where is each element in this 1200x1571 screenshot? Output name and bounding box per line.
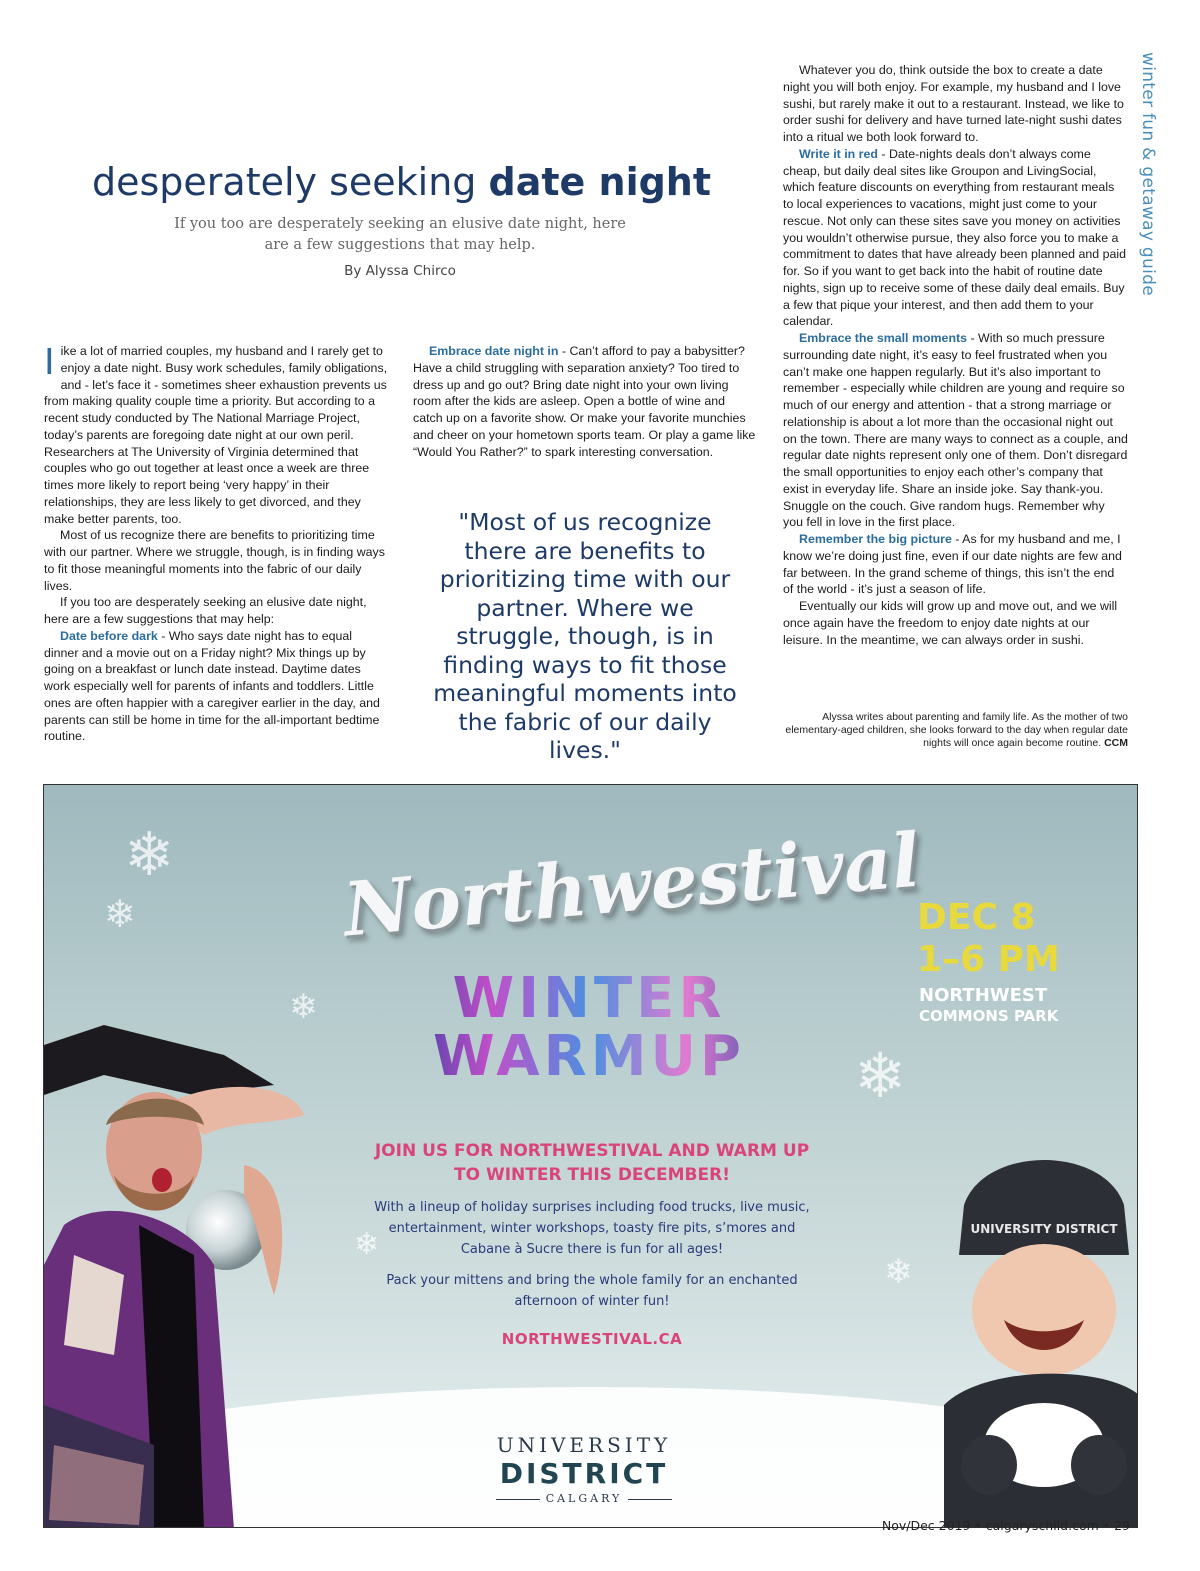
paragraph-text: - Can’t afford to pay a babysitter? Have a child struggling with separation anxiety? Too tired to dress up and go out? Bring date night into your own living room after the kids are asleep. Open a bottle of wine and catch up on a favorite show. Or make your favorite munchies and cheer on your hometown sports team. Or play a game like “Would You Rather?” to spark interesting conversation. bbox=[413, 344, 756, 459]
snowflake-icon: ❄ bbox=[854, 1039, 906, 1112]
event-subtitle bbox=[394, 966, 784, 1089]
sponsor-logo bbox=[484, 1433, 684, 1505]
paragraph bbox=[44, 628, 388, 745]
event-location bbox=[919, 985, 1119, 1025]
paragraph-text: - Date-nights deals don’t always come cheap, but daily deal sites like Groupon and LivingSocial, which feature discounts on everything from restaurant meals to local experiences to vacations, might just come to your rescue. Not only can these sites save you money on activities you wouldn’t otherwise pursue, they also force you to make a commitment to dates that have already been planned and paid for. So if you want to get back into the habit of routine date nights, sign up to receive some of these daily deal emails. Buy a few that pique your interest, and then add them to your calendar. bbox=[783, 146, 1127, 329]
snowflake-icon: ❄ bbox=[289, 987, 318, 1027]
snowflake-icon: ❄ bbox=[124, 820, 175, 890]
event-title: Northwestival bbox=[340, 817, 924, 954]
northwestival-advertisement[interactable] bbox=[43, 784, 1138, 1528]
snowflake-icon: ❄ bbox=[884, 1252, 913, 1292]
headline-light: desperately seeking bbox=[91, 160, 489, 204]
article-column-3 bbox=[783, 62, 1128, 648]
paragraph-text: - As for my husband and me, I know we’re doing just fine, even if our date nights are few and far between. In the grand scheme of things, this isn’t the end of the world - it’s just a season of life. bbox=[783, 532, 1122, 597]
paragraph bbox=[783, 146, 1128, 330]
ad-callout: Pack your mittens and bring the whole family for an enchanted afternoon of winter fun! bbox=[386, 1273, 798, 1309]
subhead: Embrace the small moments bbox=[799, 331, 968, 345]
date-text: DEC 8 bbox=[917, 897, 1036, 938]
event-date bbox=[917, 897, 1117, 981]
ad-copy bbox=[362, 1139, 822, 1348]
paragraph bbox=[783, 330, 1128, 531]
performer-photo bbox=[44, 1025, 384, 1528]
sponsor-line-1: UNIVERSITY bbox=[496, 1433, 672, 1457]
ad-headline: JOIN US FOR NORTHWESTIVAL AND WARM UP TO WINTER THIS DECEMBER! bbox=[374, 1141, 810, 1185]
sponsor-line-3: CALGARY bbox=[484, 1492, 684, 1505]
pull-quote: "Most of us recognize there are benefits to prioritizing time with our partner. Where we struggle, though, is in finding ways to fit those meaningful moments into the fabric of our daily lives." bbox=[433, 508, 737, 764]
subtitle-line-2: WARMUP bbox=[433, 1024, 745, 1089]
paragraph bbox=[413, 343, 758, 460]
ad-website-link[interactable]: NORTHWESTIVAL.CA bbox=[501, 1330, 683, 1348]
article-column-1 bbox=[44, 343, 388, 745]
paragraph-text: - Who says date night has to equal dinner and a movie out on a Friday night? Mix things up by going on a breakfast or lunch date instead. Daytime dates work especially well for parents of infants and toddlers. Little ones are often happier with a caregiver earlier in the day, and parents can still be home in time for the all-important bedtime routine. bbox=[44, 628, 380, 744]
subhead: Write it in red bbox=[799, 146, 878, 161]
page-footer: Nov/Dec 2019 • calgaryschild.com • 29 bbox=[881, 1518, 1130, 1533]
paragraph bbox=[783, 531, 1128, 598]
ad-description: With a lineup of holiday surprises including food trucks, live music, entertainment, winter workshops, toasty fire pits, s’mores and Cabane à Sucre there is fun for all ages! bbox=[374, 1200, 810, 1257]
byline: By Alyssa Chirco bbox=[344, 263, 456, 279]
article-column-2 bbox=[413, 343, 758, 460]
location-line-1: NORTHWEST bbox=[919, 985, 1048, 1006]
snowflake-icon: ❄ bbox=[104, 892, 136, 936]
subhead: Remember the big picture bbox=[799, 532, 952, 546]
paragraph bbox=[44, 343, 388, 527]
location-line-2: COMMONS PARK bbox=[919, 1007, 1059, 1025]
headline-bold: date night bbox=[488, 160, 712, 204]
child-photo bbox=[944, 1145, 1138, 1528]
paragraph: Eventually our kids will grow up and move out, and we will once again have the freedom to enjoy date nights at our leisure. In the meantime, we can always order in sushi. bbox=[783, 599, 1118, 647]
article-headline bbox=[44, 160, 759, 204]
paragraph-text: ike a lot of married couples, my husband and I rarely get to enjoy a date night. Busy work schedules, family obligations, and - let’s face it - sometimes sheer exhaustion prevents us from making quality couple time a priority. But according to a recent study conducted by The National Marriage Project, today’s parents are foregoing date night at our own peril. Researchers at The University of Virginia determined that couples who go out together at least once a week are three times more likely to report being ‘very happy’ in their relationships, they are less likely to get divorced, and they make better parents, too. bbox=[44, 344, 388, 526]
article-dek: If you too are desperately seeking an elusive date night, here are a few suggestions that may help. bbox=[174, 216, 626, 253]
section-tab: winter fun & getaway guide bbox=[1138, 52, 1158, 296]
sponsor-line-2: DISTRICT bbox=[499, 1457, 669, 1490]
bio-tag: CCM bbox=[1104, 737, 1128, 749]
paragraph: Most of us recognize there are benefits to prioritizing time with our partner. Where we struggle, though, is in finding ways to fit those meaningful moments into the fabric of our daily lives. bbox=[44, 528, 385, 593]
paragraph-text: - With so much pressure surrounding date night, it’s easy to feel frustrated when you can’t make one happen regularly. But it’s also important to remember - especially while children are young and require so much of our energy and attention - that a strong marriage or relationship is about a lot more than the occasional night out on the town. There are many ways to connect as a couple, and regular date nights represent only one of them. Don’t disregard the small opportunities to enjoy each other’s company that exist in everyday life. Share an inside joke. Say thank-you. Snuggle on the couch. Give random hugs. Remember why you fell in love in the first place. bbox=[783, 331, 1128, 530]
author-bio bbox=[783, 711, 1128, 750]
paragraph: Whatever you do, think outside the box to create a date night you will both enjoy. For example, my husband and I love sushi, but rarely make it out to a restaurant. Instead, we like to order sushi for delivery and have turned late-night sushi dates into a ritual we both look forward to. bbox=[783, 63, 1124, 144]
time-text: 1–6 PM bbox=[917, 939, 1060, 980]
beanie-text: UNIVERSITY DISTRICT bbox=[970, 1222, 1118, 1236]
paragraph: If you too are desperately seeking an elusive date night, here are a few suggestions that may help: bbox=[44, 595, 367, 626]
snowflake-icon: ❄ bbox=[354, 1227, 380, 1262]
bio-text: Alyssa writes about parenting and family life. As the mother of two elementary-aged children, she looks forward to the day when regular date nights will once again become routine. bbox=[785, 711, 1128, 749]
subtitle-line-1: WINTER bbox=[452, 966, 726, 1031]
subhead: Date before dark bbox=[60, 628, 158, 643]
drop-cap: I bbox=[44, 342, 55, 383]
subhead: Embrace date night in bbox=[429, 344, 559, 358]
